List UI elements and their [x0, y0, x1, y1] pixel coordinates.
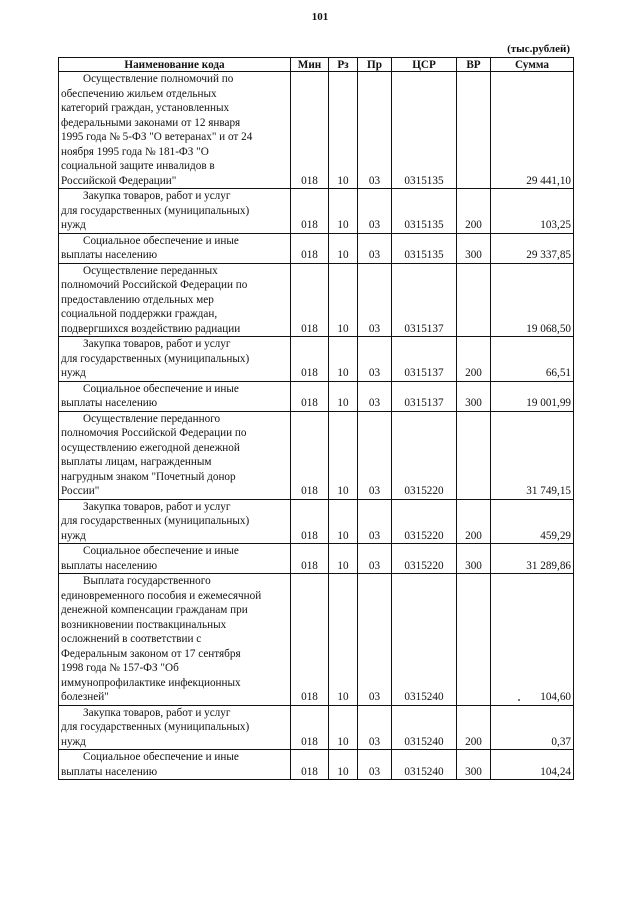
row-name-line: Осуществление переданных — [83, 264, 218, 277]
row-csr: 0315220 — [392, 499, 457, 544]
row-name-line: Закупка товаров, работ и услуг — [83, 190, 231, 202]
row-name-line: 1998 года № 157-ФЗ "Об — [61, 662, 179, 674]
row-name-line: Закупка товаров, работ и услуг — [83, 338, 231, 350]
row-name-line: подвергшихся воздействию радиации — [61, 322, 241, 335]
row-name — [59, 411, 291, 499]
row-name — [59, 263, 291, 337]
page-number: 101 — [311, 11, 329, 23]
row-pr: 03 — [358, 574, 392, 706]
table-row — [59, 544, 574, 574]
row-vr: 200 — [457, 337, 491, 382]
header-name: Наименование кода — [59, 58, 291, 72]
table-row — [59, 574, 574, 706]
row-rz: 10 — [329, 337, 358, 382]
table-row — [59, 750, 574, 780]
row-name-line: Выплата государственного — [83, 575, 211, 587]
row-name-line: выплаты населению — [61, 397, 158, 409]
scan-artifact-dot — [518, 699, 520, 701]
row-min: 018 — [291, 72, 329, 189]
row-name-line: Закупка товаров, работ и услуг — [83, 500, 231, 513]
row-min: 018 — [291, 499, 329, 544]
table-row — [59, 72, 574, 189]
row-name-line: для государственных (муниципальных) — [61, 515, 250, 527]
row-min: 018 — [291, 189, 329, 234]
row-name-line: Российской Федерации" — [61, 174, 177, 187]
row-name — [59, 499, 291, 544]
row-name-line: нагрудным знаком "Почетный донор — [61, 470, 236, 483]
row-vr — [457, 72, 491, 189]
header-min: Мин — [291, 58, 329, 72]
row-min: 018 — [291, 544, 329, 574]
row-name-line: возникновении поствакцинальных — [61, 618, 227, 631]
row-name — [59, 750, 291, 780]
row-name-line: социальной поддержки граждан, — [61, 308, 218, 320]
row-name-line: осложнений в соответствии с — [61, 633, 202, 645]
header-csr: ЦСР — [392, 58, 457, 72]
row-name-line: иммунопрофилактике инфекционных — [61, 676, 241, 689]
row-name-line: полномочий Российской Федерации по — [61, 279, 248, 291]
row-min: 018 — [291, 263, 329, 337]
row-rz: 10 — [329, 233, 358, 263]
row-vr: 300 — [457, 544, 491, 574]
row-sum: 0,37 — [491, 705, 574, 750]
row-name-line: Федеральным законом от 17 сентября — [61, 647, 241, 660]
row-name-line: выплаты населению — [61, 249, 158, 261]
row-csr: 0315137 — [392, 263, 457, 337]
row-name-line: России" — [61, 485, 100, 497]
row-name-line: для государственных (муниципальных) — [61, 352, 250, 365]
row-name-line: Социальное обеспечение и иные — [83, 234, 239, 247]
row-name-line: Социальное обеспечение и иные — [83, 751, 239, 763]
header-vr: ВР — [457, 58, 491, 72]
row-csr: 0315240 — [392, 750, 457, 780]
row-rz: 10 — [329, 574, 358, 706]
row-name-line: категорий граждан, установленных — [61, 102, 230, 114]
row-name — [59, 574, 291, 706]
row-name-line: федеральными законами от 12 января — [61, 116, 241, 129]
row-csr: 0315135 — [392, 189, 457, 234]
row-csr: 0315220 — [392, 544, 457, 574]
row-sum: 31 289,86 — [491, 544, 574, 574]
row-pr: 03 — [358, 337, 392, 382]
units-label: (тыс.рублей) — [507, 43, 570, 55]
row-sum: 19 001,99 — [491, 381, 574, 411]
row-vr: 200 — [457, 705, 491, 750]
row-name-line: Закупка товаров, работ и услуг — [83, 706, 231, 719]
row-name-line: Осуществление полномочий по — [83, 73, 234, 85]
row-pr: 03 — [358, 72, 392, 189]
row-name-line: 1995 года № 5-ФЗ "О ветеранах" и от 24 — [61, 131, 253, 143]
table-header-row — [59, 58, 574, 72]
row-name-line: нужд — [61, 735, 86, 748]
row-name — [59, 705, 291, 750]
row-min: 018 — [291, 750, 329, 780]
row-min: 018 — [291, 381, 329, 411]
row-min: 018 — [291, 574, 329, 706]
row-name — [59, 189, 291, 234]
row-min: 018 — [291, 233, 329, 263]
row-pr: 03 — [358, 263, 392, 337]
header-pr: Пр — [358, 58, 392, 72]
row-name-line: нужд — [61, 367, 86, 379]
header-sum: Сумма — [491, 58, 574, 72]
row-rz: 10 — [329, 72, 358, 189]
row-rz: 10 — [329, 544, 358, 574]
row-name — [59, 72, 291, 189]
row-name-line: единовременного пособия и ежемесячной — [61, 589, 262, 602]
row-pr: 03 — [358, 705, 392, 750]
row-name-line: ноября 1995 года № 181-ФЗ "О — [61, 145, 209, 158]
table-row — [59, 233, 574, 263]
row-sum: 31 749,15 — [491, 411, 574, 499]
row-name-line: денежной компенсации гражданам при — [61, 604, 248, 616]
table-row — [59, 263, 574, 337]
header-rz: Рз — [329, 58, 358, 72]
row-name-line: обеспечению жильем отдельных — [61, 87, 217, 100]
row-name-line: болезней" — [61, 691, 109, 703]
row-csr: 0315240 — [392, 705, 457, 750]
row-vr — [457, 574, 491, 706]
row-vr — [457, 411, 491, 499]
row-pr: 03 — [358, 499, 392, 544]
table-row — [59, 411, 574, 499]
row-rz: 10 — [329, 411, 358, 499]
row-pr: 03 — [358, 750, 392, 780]
row-name-line: нужд — [61, 529, 86, 542]
row-name-line: выплаты населению — [61, 765, 158, 778]
table-body — [59, 72, 574, 780]
table-row — [59, 705, 574, 750]
row-sum: 66,51 — [491, 337, 574, 382]
row-name-line: Социальное обеспечение и иные — [83, 545, 239, 557]
row-vr — [457, 263, 491, 337]
row-name-line: выплаты населению — [61, 559, 158, 572]
row-min: 018 — [291, 411, 329, 499]
row-name — [59, 233, 291, 263]
table-row — [59, 499, 574, 544]
row-csr: 0315240 — [392, 574, 457, 706]
row-name-line: Социальное обеспечение и иные — [83, 382, 239, 395]
row-name-line: для государственных (муниципальных) — [61, 204, 250, 217]
row-csr: 0315135 — [392, 233, 457, 263]
row-name-line: выплаты лицам, награжденным — [61, 456, 212, 468]
row-sum: 29 441,10 — [491, 72, 574, 189]
row-name-line: для государственных (муниципальных) — [61, 721, 250, 733]
row-sum: 104,60 — [491, 574, 574, 706]
row-rz: 10 — [329, 499, 358, 544]
row-vr: 300 — [457, 381, 491, 411]
row-rz: 10 — [329, 381, 358, 411]
row-rz: 10 — [329, 705, 358, 750]
row-name — [59, 544, 291, 574]
row-csr: 0315135 — [392, 72, 457, 189]
row-name — [59, 381, 291, 411]
row-rz: 10 — [329, 189, 358, 234]
row-vr: 200 — [457, 499, 491, 544]
row-sum: 19 068,50 — [491, 263, 574, 337]
row-name-line: социальной защите инвалидов в — [61, 160, 215, 172]
row-name-line: предоставлению отдельных мер — [61, 293, 214, 306]
row-sum: 104,24 — [491, 750, 574, 780]
row-min: 018 — [291, 337, 329, 382]
row-name — [59, 337, 291, 382]
row-name-line: полномочия Российской Федерации по — [61, 427, 247, 439]
row-csr: 0315137 — [392, 381, 457, 411]
row-name-line: осуществлению ежегодной денежной — [61, 441, 240, 454]
row-sum: 459,29 — [491, 499, 574, 544]
row-sum: 103,25 — [491, 189, 574, 234]
budget-table — [58, 57, 574, 780]
row-vr: 300 — [457, 750, 491, 780]
row-pr: 03 — [358, 381, 392, 411]
row-pr: 03 — [358, 411, 392, 499]
row-pr: 03 — [358, 544, 392, 574]
row-csr: 0315137 — [392, 337, 457, 382]
row-rz: 10 — [329, 263, 358, 337]
row-pr: 03 — [358, 233, 392, 263]
table-row — [59, 381, 574, 411]
row-vr: 300 — [457, 233, 491, 263]
row-csr: 0315220 — [392, 411, 457, 499]
row-name-line: Осуществление переданного — [83, 412, 221, 425]
table-row — [59, 337, 574, 382]
table-row — [59, 189, 574, 234]
row-pr: 03 — [358, 189, 392, 234]
row-sum: 29 337,85 — [491, 233, 574, 263]
row-min: 018 — [291, 705, 329, 750]
row-name-line: нужд — [61, 219, 86, 231]
row-rz: 10 — [329, 750, 358, 780]
row-vr: 200 — [457, 189, 491, 234]
